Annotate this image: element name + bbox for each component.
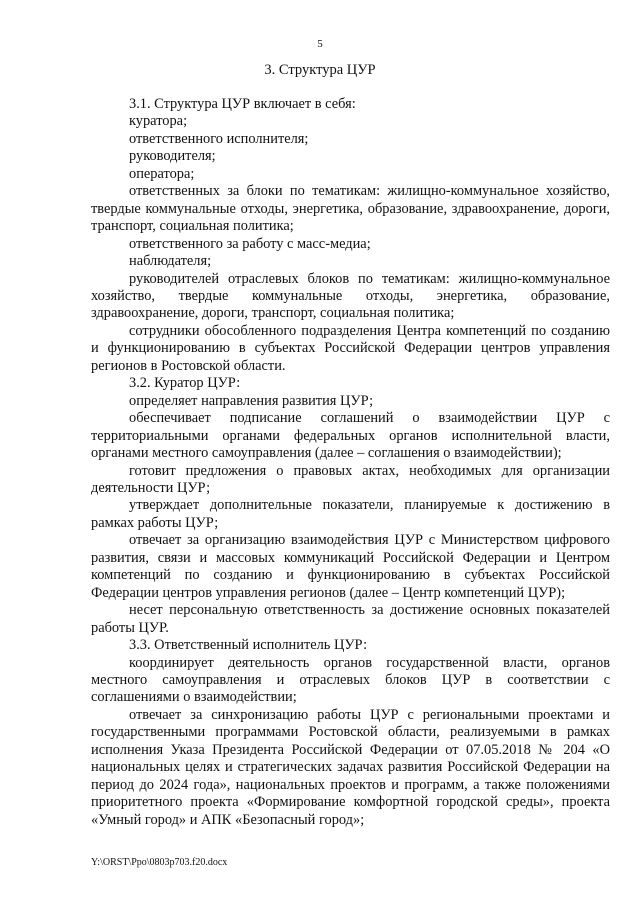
page-number: 5 xyxy=(317,38,323,50)
paragraph: наблюдателя; xyxy=(129,253,212,270)
file-path-footer: Y:\ORST\Ppo\0803p703.f20.docx xyxy=(91,857,228,868)
paragraph: координирует деятельность органов государственной власти, органов местного самоуправления и отраслевых блоков ЦУР в соответствии с соглашениями о взаимодействии; xyxy=(91,654,610,706)
paragraph: сотрудники обособленного подразделения Центра компетенций по созданию и функционированию в субъектах Российской Федерации центров управления регионов в Ростовской области. xyxy=(91,322,610,374)
paragraph: обеспечивает подписание соглашений о взаимодействии ЦУР с территориальными органами федеральных органов исполнительной власти, органами местного самоуправления (далее – соглашения о взаимодействии); xyxy=(91,410,610,462)
paragraph: руководителя; xyxy=(129,148,216,165)
paragraph: несет персональную ответственность за достижение основных показателей работы ЦУР. xyxy=(91,602,610,636)
paragraph: руководителей отраслевых блоков по тематикам: жилищно-коммунальное хозяйство, твердые коммунальные отходы, энергетика, образование, здравоохранение, дороги, транспорт, социальная политика; xyxy=(91,270,610,322)
paragraph: ответственного исполнителя; xyxy=(129,130,309,147)
paragraph: определяет направления развития ЦУР; xyxy=(129,392,374,409)
paragraph: 3.1. Структура ЦУР включает в себя: xyxy=(129,96,356,112)
paragraph: отвечает за организацию взаимодействия ЦУР с Министерством цифрового развития, связи и массовых коммуникаций Российской Федерации и Центром компетенций по созданию и функционированию в субъектах Российской Федерации центров управления регионов (далее – Центр компетенций ЦУР); xyxy=(91,532,610,601)
section-heading: 3. Структура ЦУР xyxy=(264,62,376,78)
paragraph: 3.2. Куратор ЦУР: xyxy=(129,375,241,392)
paragraph: ответственного за работу с масс-медиа; xyxy=(129,235,371,252)
paragraph: готовит предложения о правовых актах, необходимых для организации деятельности ЦУР; xyxy=(91,462,610,496)
paragraph: 3.3. Ответственный исполнитель ЦУР: xyxy=(129,637,368,654)
paragraph: отвечает за синхронизацию работы ЦУР с региональными проектами и государственными программами Ростовской области, реализуемыми в рамках исполнения Указа Президента Российской Федерации от 07.05.2018 № 204 «О национальных целях и стратегических задачах развития Российской Федерации на период до 2024 года», национальных проектов и программ, а также положениями приоритетного проекта «Формирование комфортной городской среды», проекта «Умный город» и АПК «Безопасный город»; xyxy=(91,706,610,828)
paragraph: куратора; xyxy=(129,113,188,130)
paragraph: ответственных за блоки по тематикам: жилищно-коммунальное хозяйство, твердые коммунальные отходы, энергетика, образование, здравоохранение, дороги, транспорт, социальная политика; xyxy=(91,183,610,235)
paragraph: утверждает дополнительные показатели, планируемые к достижению в рамках работы ЦУР; xyxy=(91,497,610,531)
body-text xyxy=(91,96,610,829)
paragraph: оператора; xyxy=(129,165,195,182)
